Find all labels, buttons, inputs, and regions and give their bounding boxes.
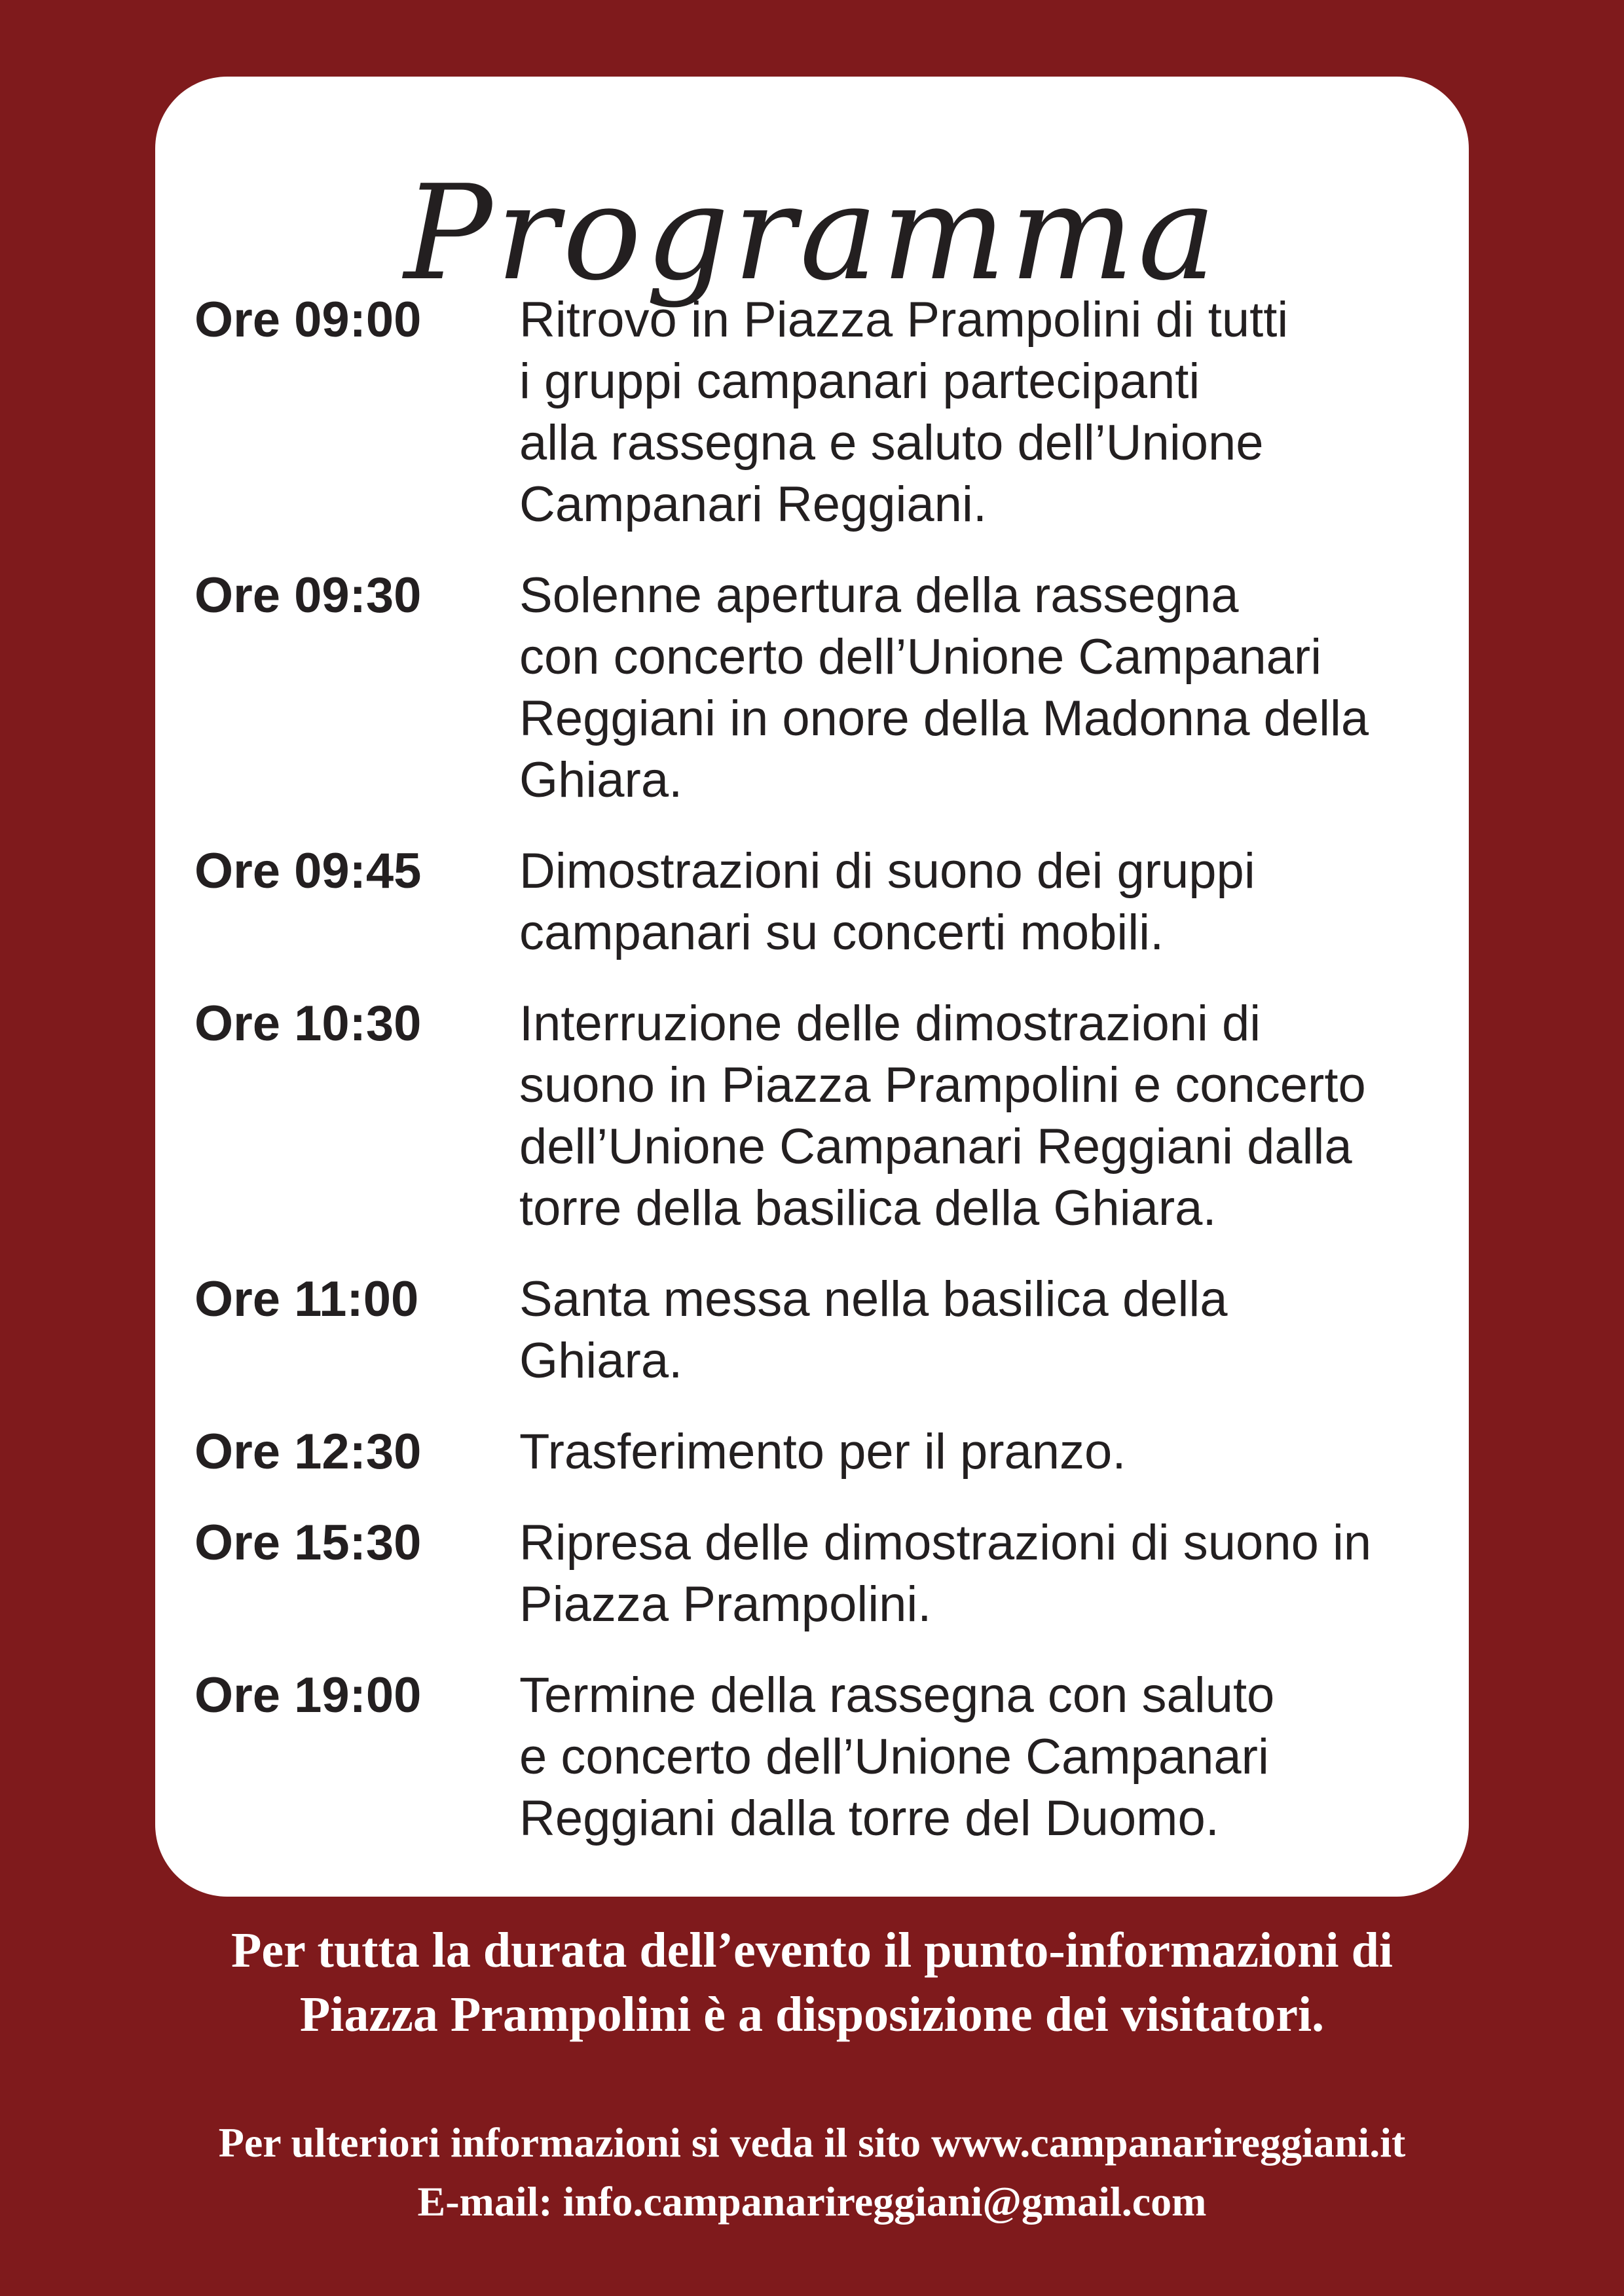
description-line: Ritrovo in Piazza Prampolini di tutti [519, 292, 1289, 348]
schedule-row [194, 1421, 1445, 1483]
schedule-time: Ore 09:30 [194, 568, 422, 623]
description-line: campanari su concerti mobili. [519, 905, 1164, 960]
schedule-description [519, 1665, 1445, 1850]
description-line: e concerto dell’Unione Campanari [519, 1729, 1269, 1785]
schedule-time: Ore 19:00 [194, 1667, 422, 1723]
schedule-row [194, 993, 1445, 1239]
description-line: Termine della rassegna con saluto [519, 1667, 1275, 1723]
email-line: E-mail: info.campanarireggiani@gmail.com [417, 2178, 1207, 2225]
schedule-row [194, 841, 1445, 964]
description-line: Reggiani in onore della Madonna della [519, 691, 1369, 746]
schedule-time: Ore 09:00 [194, 292, 422, 348]
notice-line: Per tutta la durata dell’evento il punto-informazioni di [231, 1923, 1393, 1978]
description-line: Ghiara. [519, 752, 683, 808]
info-point-notice [0, 1918, 1624, 2047]
description-line: Ghiara. [519, 1333, 683, 1389]
contact-footer [0, 2113, 1624, 2231]
notice-line: Piazza Prampolini è a disposizione dei visitatori. [299, 1987, 1325, 2042]
schedule-description [519, 565, 1445, 811]
description-line: Piazza Prampolini. [519, 1576, 932, 1632]
description-line: Santa messa nella basilica della [519, 1271, 1228, 1327]
description-line: con concerto dell’Unione Campanari [519, 629, 1322, 685]
description-line: Ripresa delle dimostrazioni di suono in [519, 1515, 1372, 1571]
description-line: Reggiani dalla torre del Duomo. [519, 1791, 1219, 1846]
schedule-description [519, 1512, 1445, 1635]
schedule-time: Ore 12:30 [194, 1424, 422, 1480]
website-line: Per ulteriori informazioni si veda il sito www.campanarireggiani.it [218, 2119, 1406, 2166]
description-line: Interruzione delle dimostrazioni di [519, 996, 1261, 1051]
description-line: torre della basilica della Ghiara. [519, 1180, 1217, 1236]
schedule-row [194, 1665, 1445, 1850]
schedule-row [194, 1512, 1445, 1635]
schedule-description [519, 1269, 1445, 1392]
description-line: alla rassegna e saluto dell’Unione [519, 415, 1264, 471]
schedule-list [194, 289, 1445, 1879]
description-line: i gruppi campanari partecipanti [519, 354, 1200, 409]
description-line: suono in Piazza Prampolini e concerto [519, 1057, 1366, 1113]
schedule-row [194, 565, 1445, 811]
schedule-time: Ore 15:30 [194, 1515, 422, 1571]
description-line: Campanari Reggiani. [519, 477, 987, 532]
program-title: Programma [404, 157, 1220, 310]
description-line: Solenne apertura della rassegna [519, 568, 1239, 623]
schedule-description [519, 289, 1445, 536]
description-line: Dimostrazioni di suono dei gruppi [519, 843, 1255, 899]
schedule-time: Ore 09:45 [194, 843, 422, 899]
schedule-time: Ore 10:30 [194, 996, 422, 1051]
schedule-description [519, 841, 1445, 964]
program-card [155, 77, 1469, 1897]
description-line: Trasferimento per il pranzo. [519, 1424, 1126, 1480]
schedule-time: Ore 11:00 [194, 1271, 419, 1327]
schedule-row [194, 289, 1445, 536]
schedule-description [519, 993, 1445, 1239]
schedule-description [519, 1421, 1445, 1483]
schedule-row [194, 1269, 1445, 1392]
description-line: dell’Unione Campanari Reggiani dalla [519, 1119, 1352, 1175]
